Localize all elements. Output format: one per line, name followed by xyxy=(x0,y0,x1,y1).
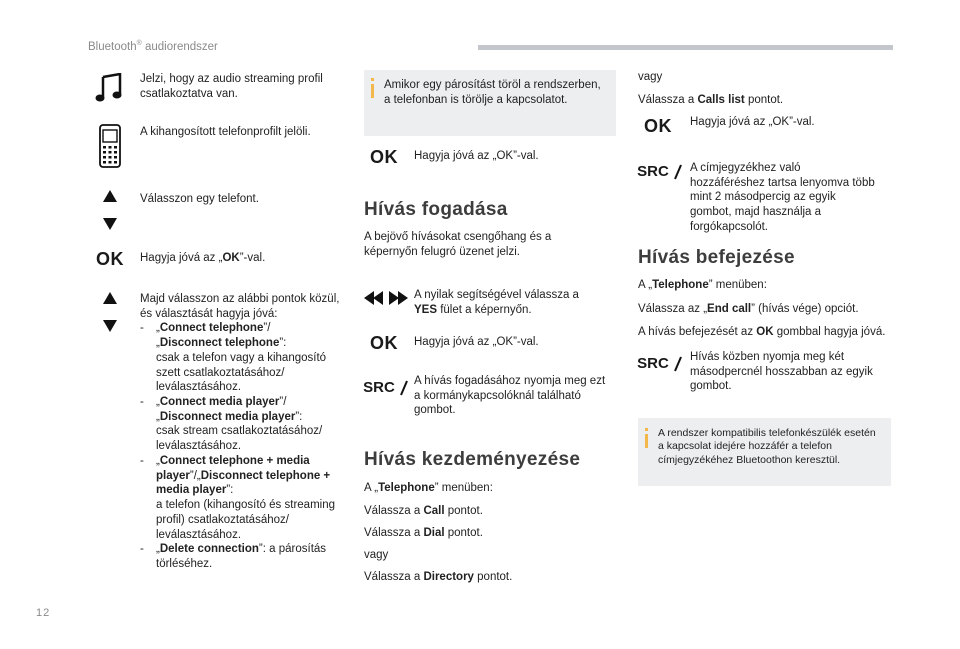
arrows-select-yes-text: A nyilak segítségével válassza a YES fület a képernyőn. xyxy=(414,289,579,316)
ok-button-icon: OK xyxy=(96,249,124,270)
ok-button-icon: OK xyxy=(370,333,398,354)
receive-call-desc: A bejövő hívásokat csengőhang és a képernyőn felugró üzenet jelzi. xyxy=(364,231,552,258)
info-box-pairing xyxy=(364,70,616,136)
telephone-menu-text: A „Telephone” menüben: xyxy=(638,279,767,291)
confirm-ok-text: Hagyja jóvá az „OK”-val. xyxy=(414,336,539,348)
info-contacts-text: A rendszer kompatibilis telefonkészülék esetén a kapcsolat idejére hozzáfér a telefon címjegyzékéhez Bluetoothon keresztül. xyxy=(658,427,876,466)
page-header-title: Bluetooth® audiorendszer xyxy=(88,40,218,53)
info-pairing-text: Amikor egy párosítást töröl a rendszerben, a telefonban is törölje a kapcsolatot. xyxy=(384,79,601,106)
info-icon-bar xyxy=(645,434,648,448)
mobile-phone-icon xyxy=(96,122,124,170)
select-calls-list-text: Válassza a Calls list pontot. xyxy=(638,94,784,106)
select-phone-text: Válasszon egy telefont. xyxy=(140,193,259,205)
heading-end-call: Hívás befejezése xyxy=(638,247,795,268)
select-end-call-text: Válassza az „End call” (hívás vége) opciót. xyxy=(638,303,859,315)
list-item: - „Connect telephone”/ „Disconnect telephone”: csak a telefon vagy a kihangosító szett csatlakoztatásához/ leválasztásához. xyxy=(140,322,327,394)
confirm-ok-text: Hagyja jóvá az „OK”-val. xyxy=(140,252,266,264)
or-text: vagy xyxy=(638,71,663,83)
options-intro: Majd válasszon az alábbi pontok közül, és választását hagyja jóvá: xyxy=(140,293,340,320)
streaming-profile-text: Jelzi, hogy az audio streaming profil csatlakoztatva van. xyxy=(140,73,323,100)
up-down-arrows-icon xyxy=(100,292,120,332)
header-divider-bar xyxy=(478,45,893,50)
ok-button-icon: OK xyxy=(370,147,398,168)
select-dial-text: Válassza a Dial pontot. xyxy=(364,527,483,539)
src-phone-button-icon: SRC xyxy=(636,354,684,374)
confirm-ok-text: Hagyja jóvá az „OK”-val. xyxy=(414,150,539,162)
src-receive-text: A hívás fogadásához nyomja meg ezt a kormánykapcsolóknál található gombot. xyxy=(414,375,606,417)
options-list xyxy=(140,292,345,572)
confirm-ok-text: Hagyja jóvá az „OK”-val. xyxy=(690,116,815,128)
confirm-end-ok-text: A hívás befejezését az OK gombbal hagyja jóvá. xyxy=(638,326,886,338)
or-text: vagy xyxy=(364,549,389,561)
heading-receive-call: Hívás fogadása xyxy=(364,199,508,220)
src-contacts-text: A címjegyzékhez való hozzáféréshez tartsa lenyomva több mint 2 másodpercig az egyik gombot, majd használja a forgókapcsolót. xyxy=(690,162,875,233)
info-icon-bar xyxy=(371,84,374,98)
info-icon xyxy=(371,78,374,81)
left-right-arrows-icon xyxy=(364,290,408,306)
ok-button-icon: OK xyxy=(644,116,672,137)
up-down-arrows-icon xyxy=(100,190,120,230)
src-phone-button-icon: SRC xyxy=(362,378,410,398)
list-item: - „Connect telephone + media player”/„Disconnect telephone + media player”: a telefon (kihangosító és streaming profil) csatlakoztatásához/ leválasztásához. xyxy=(140,454,335,541)
select-directory-text: Válassza a Directory pontot. xyxy=(364,571,513,583)
src-phone-button-icon: SRC xyxy=(636,162,684,182)
src-end-call-text: Hívás közben nyomja meg két másodpercnél hosszabban az egyik gombot. xyxy=(690,351,873,393)
page-number: 12 xyxy=(36,607,51,619)
handsfree-profile-text: A kihangosított telefonprofilt jelöli. xyxy=(140,126,311,138)
list-item: - „Connect media player”/ „Disconnect media player”: csak stream csatlakoztatásához/ leválasztásához. xyxy=(140,396,323,453)
info-icon xyxy=(645,428,648,431)
select-call-text: Válassza a Call pontot. xyxy=(364,505,483,517)
music-note-icon xyxy=(92,72,126,104)
heading-make-call: Hívás kezdeményezése xyxy=(364,449,581,470)
info-box-contacts xyxy=(638,418,891,486)
telephone-menu-text: A „Telephone” menüben: xyxy=(364,482,493,494)
list-item: - „Delete connection”: a párosítás törléséhez. xyxy=(140,543,327,570)
